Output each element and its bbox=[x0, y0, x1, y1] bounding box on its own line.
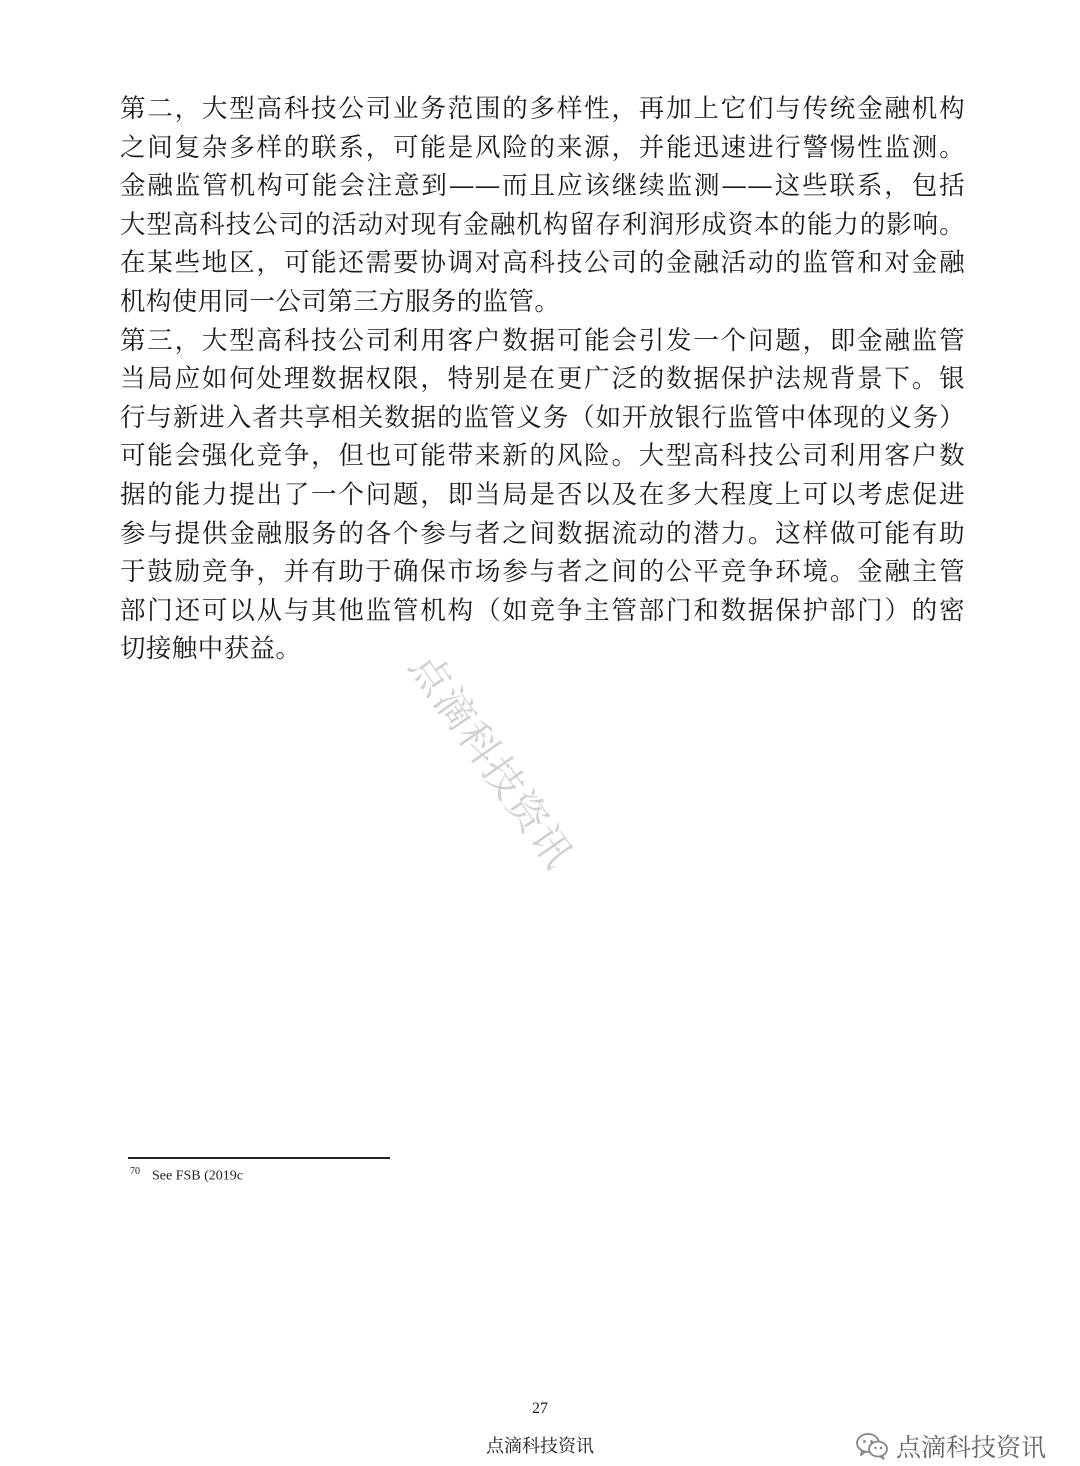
watermark: 点滴科技资讯 bbox=[399, 645, 583, 878]
footnote bbox=[130, 1166, 243, 1185]
paragraph-1 bbox=[120, 90, 965, 322]
text-line: 切接触中获益。 bbox=[120, 634, 302, 665]
paragraph-2 bbox=[120, 322, 965, 669]
text-line: 机构使用同一公司第三方服务的监管。 bbox=[120, 286, 561, 317]
footnote-text: See FSB (2019c bbox=[152, 1168, 243, 1184]
text-line: 第二，大型高科技公司业务范围的多样性，再加上它们与传统金融机构 bbox=[120, 94, 965, 124]
text-line: 第三，大型高科技公司利用客户数据可能会引发一个问题，即金融监管 bbox=[120, 325, 965, 356]
text-line: 部门还可以从与其他监管机构（如竞争主管部门和数据保护部门）的密 bbox=[120, 595, 965, 626]
page-number: 27 bbox=[532, 1400, 548, 1417]
footnote-marker: 70 bbox=[130, 1166, 140, 1177]
text-line: 当局应如何处理数据权限，特别是在更广泛的数据保护法规背景下。银 bbox=[120, 364, 965, 395]
footnote-divider bbox=[128, 1157, 390, 1159]
text-line: 参与提供金融服务的各个参与者之间数据流动的潜力。这样做可能有助 bbox=[120, 518, 965, 549]
footer-source: 点滴科技资讯 bbox=[486, 1436, 594, 1457]
text-line: 之间复杂多样的联系，可能是风险的来源，并能迅速进行警惕性监测。 bbox=[120, 132, 965, 163]
text-line: 于鼓励竞争，并有助于确保市场参与者之间的公平竞争环境。金融主管 bbox=[120, 557, 965, 588]
text-line: 大型高科技公司的活动对现有金融机构留存利润形成资本的能力的影响。 bbox=[120, 209, 965, 240]
text-line: 行与新进入者共享相关数据的监管义务（如开放银行监管中体现的义务） bbox=[120, 402, 965, 433]
text-line: 据的能力提出了一个问题，即当局是否以及在多大程度上可以考虑促进 bbox=[120, 479, 965, 510]
text-line: 在某些地区，可能还需要协调对高科技公司的金融活动的监管和对金融 bbox=[120, 248, 965, 279]
brand-label: 点滴科技资讯 bbox=[895, 1433, 1046, 1462]
text-line: 可能会强化竞争，但也可能带来新的风险。大型高科技公司利用客户数 bbox=[120, 441, 965, 472]
text-line: 金融监管机构可能会注意到——而且应该继续监测——这些联系，包括 bbox=[120, 171, 965, 202]
wechat-icon bbox=[856, 1432, 888, 1460]
brand-badge bbox=[856, 1428, 1046, 1464]
body-text bbox=[120, 90, 965, 669]
